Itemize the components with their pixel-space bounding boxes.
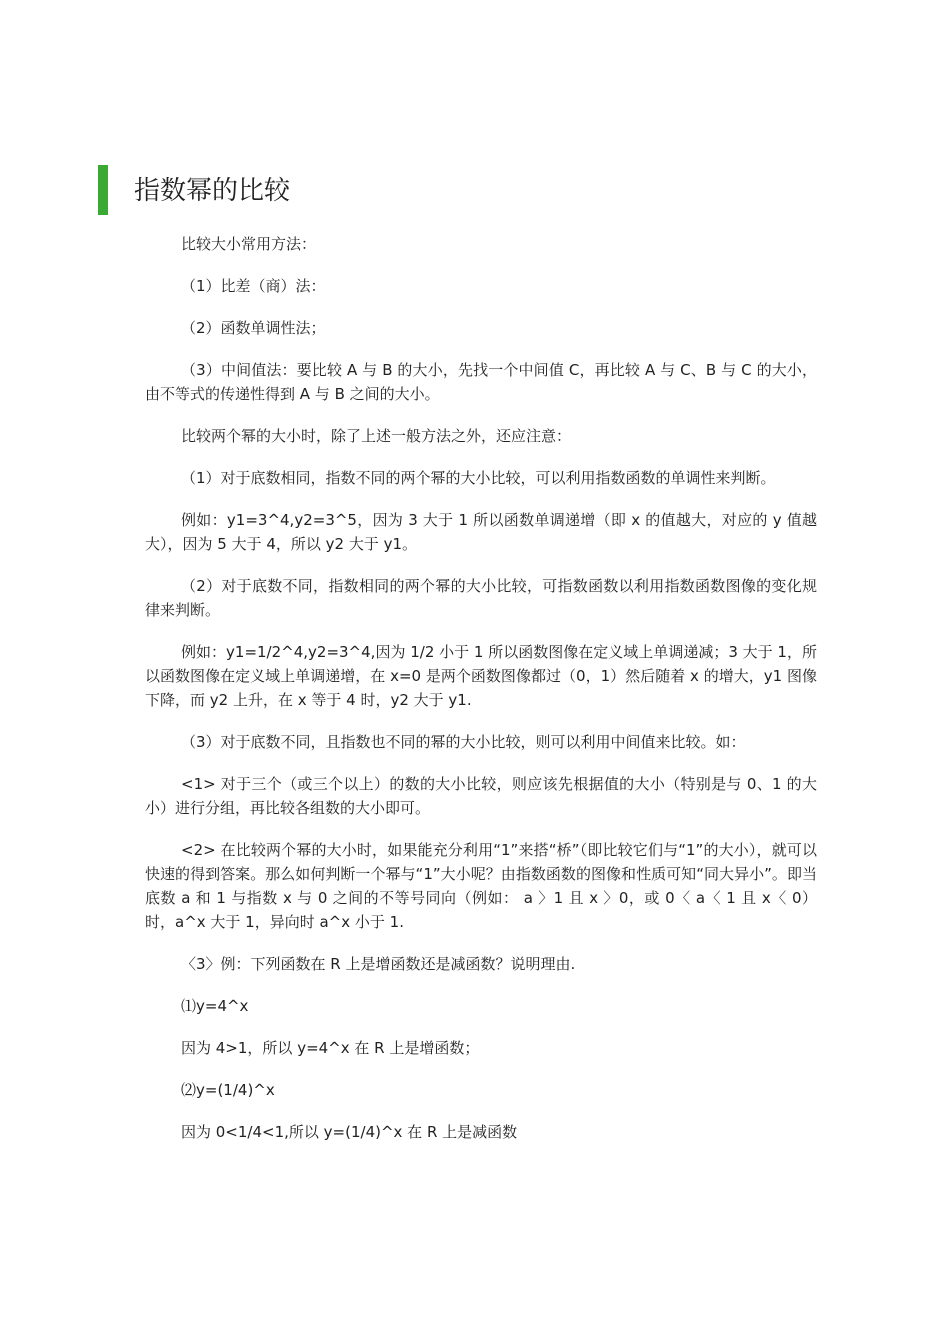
paragraph-sub-1: <1> 对于三个（或三个以上）的数的大小比较，则应该先根据值的大小（特别是与 0、1 的大小）进行分组，再比较各组数的大小即可。: [145, 775, 817, 817]
title-accent-bar: [98, 165, 108, 215]
paragraph-notes-intro: 比较两个幂的大小时，除了上述一般方法之外，还应注意：: [181, 427, 572, 445]
paragraph-method-1: （1）比差（商）法：: [181, 277, 326, 295]
paragraph-methods-intro: 比较大小常用方法：: [181, 235, 317, 253]
paragraph-case-3: （3）对于底数不同，且指数也不同的幂的大小比较，则可以利用中间值来比较。如：: [181, 733, 746, 751]
paragraph-method-3: （3）中间值法：要比较 A 与 B 的大小，先找一个中间值 C，再比较 A 与 C、B 与 C 的大小，由不等式的传递性得到 A 与 B 之间的大小。: [145, 361, 817, 403]
document-body: [145, 232, 817, 1162]
paragraph-case-1: （1）对于底数相同，指数不同的两个幂的大小比较，可以利用指数函数的单调性来判断。: [181, 469, 776, 487]
paragraph-example-2: 例如：y1=1/2^4,y2=3^4,因为 1/2 小于 1 所以函数图像在定义域上单调递减；3 大于 1，所以函数图像在定义域上单调递增，在 x=0 是两个函数图像都过（0，1）然后随着 x 的增大，y1 图像下降，而 y2 上升，在 x 等于 4 时，y2 大于 y1.: [145, 643, 817, 709]
paragraph-example-1: 例如：y1=3^4,y2=3^5，因为 3 大于 1 所以函数单调递增（即 x 的值越大，对应的 y 值越大），因为 5 大于 4，所以 y2 大于 y1。: [145, 511, 817, 553]
paragraph-exercise-1: ⑴y=4^x: [181, 997, 249, 1015]
paragraph-method-2: （2）函数单调性法；: [181, 319, 326, 337]
paragraph-sub-2: <2> 在比较两个幂的大小时，如果能充分利用“1”来搭“桥”（即比较它们与“1”的大小），就可以快速的得到答案。那么如何判断一个幂与“1”大小呢？由指数函数的图像和性质可知“同大异小”。即当底数 a 和 1 与指数 x 与 0 之间的不等号同向（例如： a 〉1 且 x 〉0，或 0〈 a〈 1 且 x〈 0）时，a^x 大于 1，异向时 a^x 小于 1.: [145, 841, 817, 931]
paragraph-exercise-2: ⑵y=(1/4)^x: [181, 1081, 275, 1099]
paragraph-answer-1: 因为 4>1，所以 y=4^x 在 R 上是增函数；: [181, 1039, 480, 1057]
paragraph-answer-2: 因为 0<1/4<1,所以 y=(1/4)^x 在 R 上是减函数: [181, 1123, 518, 1141]
paragraph-case-2: （2）对于底数不同，指数相同的两个幂的大小比较，可指数函数以利用指数函数图像的变化规律来判断。: [145, 577, 817, 619]
paragraph-exercise: 〈3〉例：下列函数在 R 上是增函数还是减函数？说明理由.: [181, 955, 576, 973]
page-title: 指数幂的比较: [134, 176, 291, 206]
